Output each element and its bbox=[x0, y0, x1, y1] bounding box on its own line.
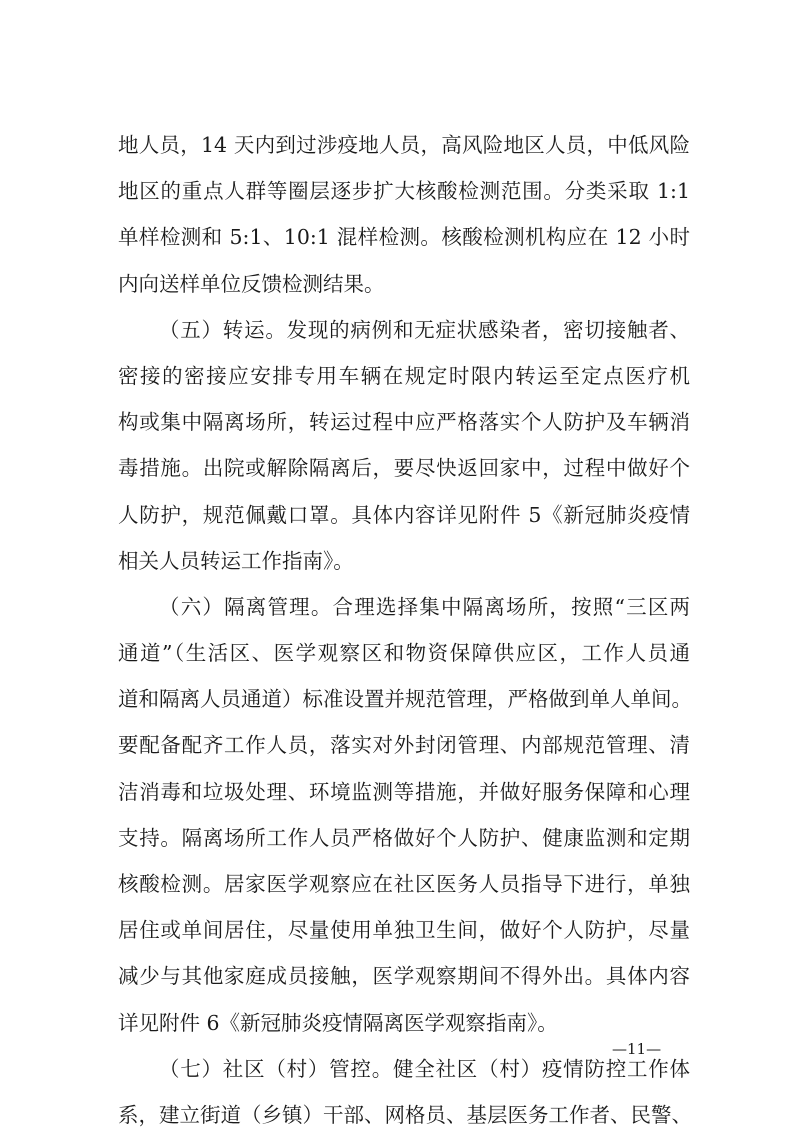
text-line: 要配备配齐工作人员，落实对外封闭管理、内部规范管理、清 bbox=[118, 733, 690, 758]
paragraph-continued bbox=[118, 122, 690, 307]
document-body bbox=[118, 122, 690, 1138]
text-line: 内向送样单位反馈检测结果。 bbox=[118, 271, 385, 296]
text-line: 人防护，规范佩戴口罩。具体内容详见附件 5《新冠肺炎疫情 bbox=[118, 502, 690, 527]
text-line: 地人员，14 天内到过涉疫地人员，高风险地区人员，中低风险 bbox=[118, 133, 690, 157]
text-line: 单样检测和 5:1、10:1 混样检测。核酸检测机构应在 12 小时 bbox=[118, 225, 690, 250]
text-line: 地区的重点人群等圈层逐步扩大核酸检测范围。分类采取 1:1 bbox=[118, 179, 690, 204]
text-line: 核酸检测。居家医学观察应在社区医务人员指导下进行，单独 bbox=[118, 872, 690, 896]
page-number: —11— bbox=[612, 1040, 662, 1058]
text-line: 通道”（生活区、医学观察区和物资保障供应区，工作人员通 bbox=[118, 641, 690, 666]
text-line-first bbox=[118, 307, 690, 353]
section-heading-isolation: （六）隔离管理。 bbox=[159, 594, 333, 619]
text-line: 毒措施。出院或解除隔离后，要尽快返回家中，过程中做好个 bbox=[118, 456, 690, 481]
text-line: 合理选择集中隔离场所，按照“三区两 bbox=[332, 594, 691, 619]
text-line: 居住或单间居住，尽量使用单独卫生间，做好个人防护，尽量 bbox=[118, 918, 690, 943]
text-line: 支持。隔离场所工作人员严格做好个人防护、健康监测和定期 bbox=[118, 825, 690, 850]
text-line: 密接的密接应安排专用车辆在规定时限内转运至定点医疗机 bbox=[118, 363, 690, 388]
text-line: 健全社区（村）疫情防控工作体 bbox=[392, 1056, 691, 1081]
text-line-first bbox=[118, 1046, 690, 1092]
text-line-first bbox=[118, 584, 690, 630]
text-line: 构或集中隔离场所，转运过程中应严格落实个人防护及车辆消 bbox=[118, 410, 690, 435]
text-line: 系，建立街道（乡镇）干部、网格员、基层医务工作者、民警、 bbox=[118, 1102, 692, 1127]
section-heading-transfer: （五）转运。 bbox=[159, 317, 287, 342]
text-line: 洁消毒和垃圾处理、环境监测等措施，并做好服务保障和心理 bbox=[118, 779, 690, 804]
text-line: 减少与其他家庭成员接触，医学观察期间不得外出。具体内容 bbox=[118, 964, 690, 989]
section-heading-community: （七）社区（村）管控。 bbox=[159, 1056, 393, 1081]
text-line: 道和隔离人员通道）标准设置并规范管理，严格做到单人单间。 bbox=[118, 687, 692, 712]
text-line: 详见附件 6《新冠肺炎疫情隔离医学观察指南》。 bbox=[118, 1010, 558, 1035]
text-line: 相关人员转运工作指南》。 bbox=[118, 548, 354, 573]
paragraph-isolation bbox=[118, 584, 690, 1046]
text-line: 发现的病例和无症状感染者，密切接触者、 bbox=[286, 317, 690, 342]
paragraph-transfer bbox=[118, 307, 690, 584]
paragraph-community bbox=[118, 1046, 690, 1138]
